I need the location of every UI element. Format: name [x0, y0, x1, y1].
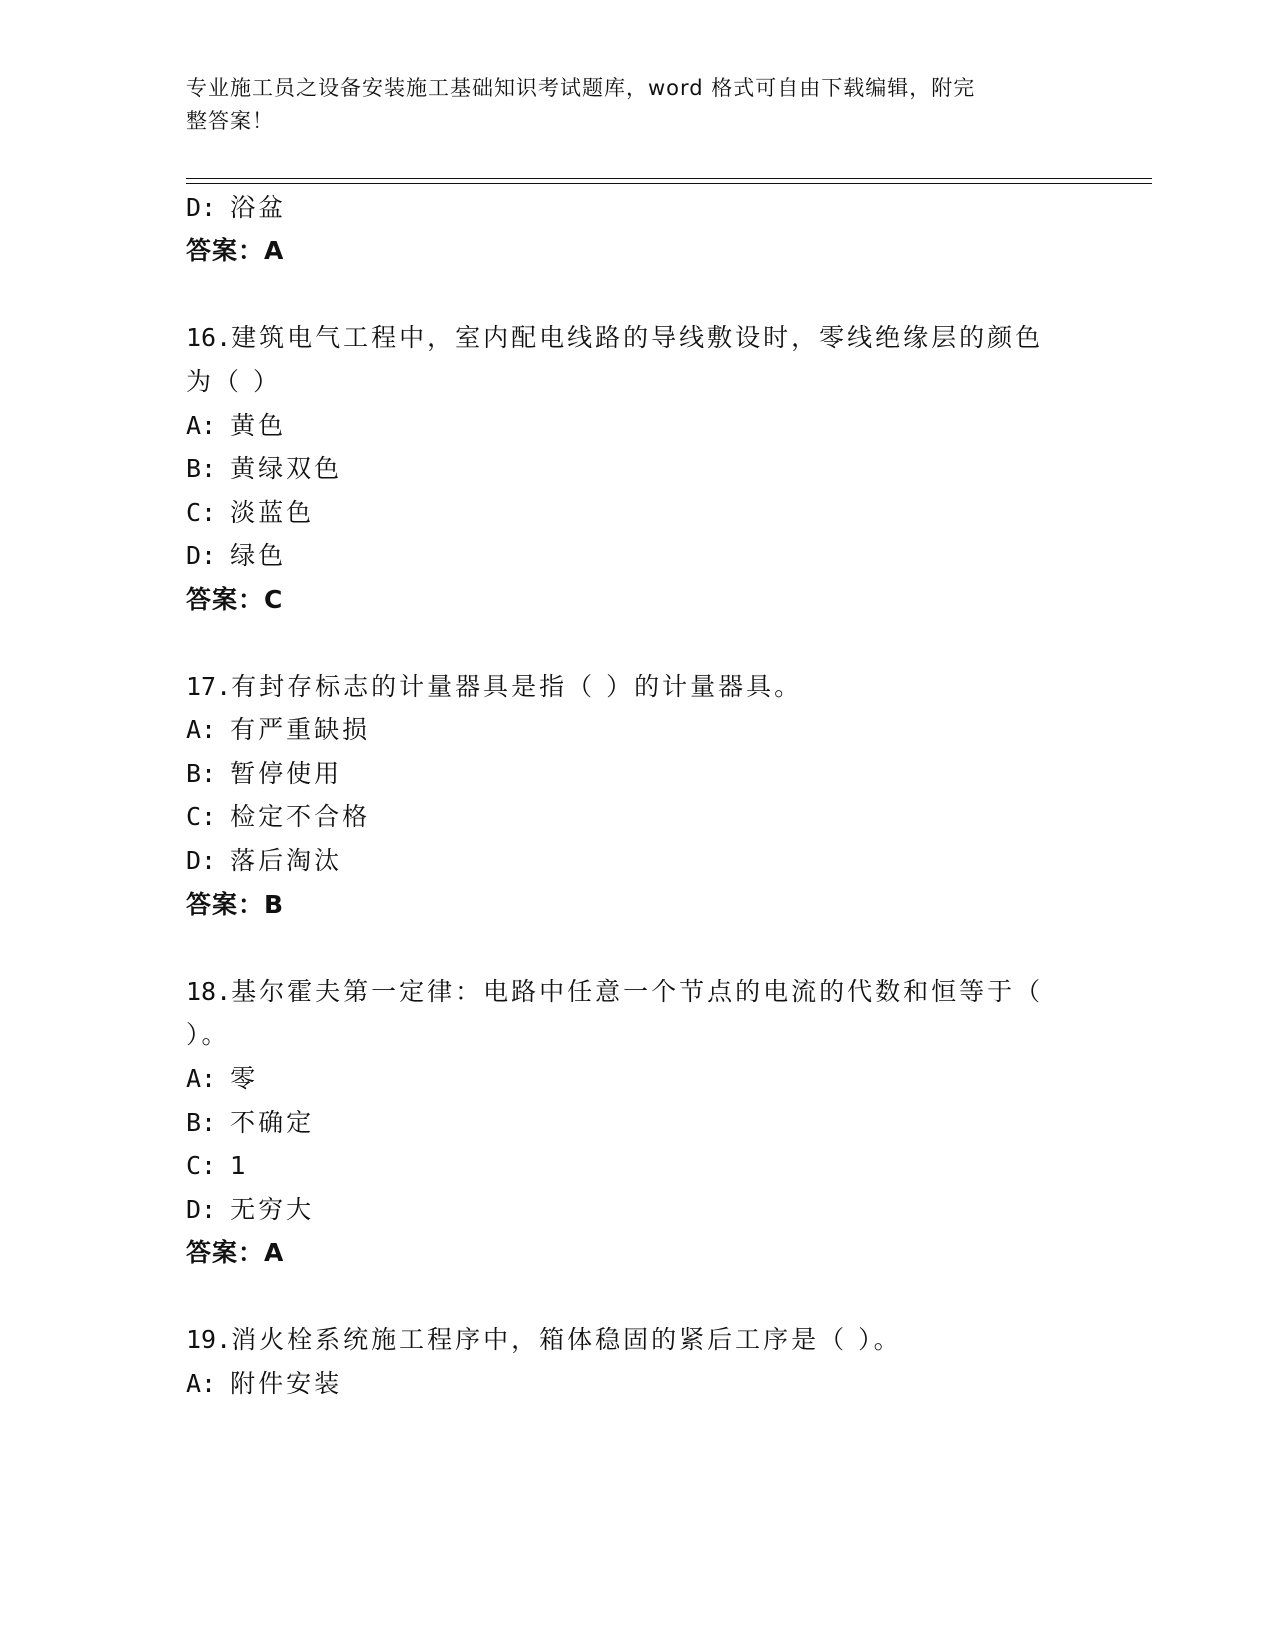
option-label: A:	[186, 1369, 217, 1398]
option-label: A:	[186, 715, 217, 744]
option-label: B:	[186, 759, 217, 788]
option-label: C:	[186, 1151, 217, 1180]
option-text: 落后淘汰	[230, 846, 343, 875]
option-label: C:	[186, 498, 217, 527]
option-text: 淡蓝色	[230, 498, 315, 527]
q18-answer: 答案：A	[186, 1238, 285, 1267]
question-text: 消火栓系统施工程序中，箱体稳固的紧后工序是（ ）。	[231, 1325, 902, 1354]
option-text: 黄绿双色	[230, 454, 343, 483]
q18-stem-line-1	[186, 977, 1043, 1007]
option-text: 黄色	[230, 411, 287, 440]
q18-option-a	[186, 1064, 258, 1094]
q16-stem-line-2: 为（ ）	[186, 367, 281, 396]
question-number: 16.	[186, 323, 232, 352]
q17-option-a	[186, 715, 370, 745]
option-text: 浴盆	[230, 193, 287, 222]
q19-option-a	[186, 1369, 342, 1399]
q18-option-c	[186, 1151, 249, 1181]
option-label: A:	[186, 1064, 217, 1093]
question-text: 基尔霍夫第一定律：电路中任意一个节点的电流的代数和恒等于（	[231, 977, 1044, 1006]
question-text: 有封存标志的计量器具是指（ ）的计量器具。	[231, 672, 803, 701]
question-number: 18.	[186, 977, 232, 1006]
option-text: 有严重缺损	[230, 715, 371, 744]
option-label: D:	[186, 541, 217, 570]
q16-answer: 答案：C	[186, 585, 284, 614]
q16-option-c	[186, 498, 314, 528]
q15-option-d	[186, 193, 286, 223]
q17-answer: 答案：B	[186, 890, 285, 919]
option-label: B:	[186, 1108, 217, 1137]
option-label: A:	[186, 411, 217, 440]
q17-option-b	[186, 759, 342, 789]
question-number: 17.	[186, 672, 232, 701]
option-text: 暂停使用	[230, 759, 343, 788]
q19-stem-line-1	[186, 1325, 902, 1355]
option-text: 1	[230, 1151, 250, 1180]
q17-stem-line-1	[186, 672, 802, 702]
option-label: D:	[186, 1195, 217, 1224]
option-label: D:	[186, 193, 217, 222]
q16-option-a	[186, 411, 286, 441]
option-text: 检定不合格	[230, 802, 371, 831]
option-text: 零	[230, 1064, 259, 1093]
q17-option-d	[186, 846, 342, 876]
q17-option-c	[186, 802, 370, 832]
q16-option-b	[186, 454, 342, 484]
header-divider-top	[186, 178, 1152, 179]
question-text: 建筑电气工程中，室内配电线路的导线敷设时，零线绝缘层的颜色	[231, 323, 1044, 352]
q18-option-d	[186, 1195, 314, 1225]
header-line-1: 专业施工员之设备安装施工基础知识考试题库，word 格式可自由下载编辑，附完	[186, 76, 976, 100]
q18-option-b	[186, 1108, 314, 1138]
q16-stem-line-1	[186, 323, 1043, 353]
header-divider-bottom	[186, 183, 1152, 184]
question-number: 19.	[186, 1325, 232, 1354]
q18-stem-line-2: ）。	[186, 1020, 230, 1049]
document-header	[186, 72, 1086, 138]
option-text: 无穷大	[230, 1195, 315, 1224]
header-line-2: 整答案！	[186, 109, 274, 133]
option-text: 附件安装	[230, 1369, 343, 1398]
option-label: C:	[186, 802, 217, 831]
option-label: D:	[186, 846, 217, 875]
q15-answer: 答案：A	[186, 236, 285, 265]
option-label: B:	[186, 454, 217, 483]
q16-option-d	[186, 541, 286, 571]
option-text: 绿色	[230, 541, 287, 570]
option-text: 不确定	[230, 1108, 315, 1137]
